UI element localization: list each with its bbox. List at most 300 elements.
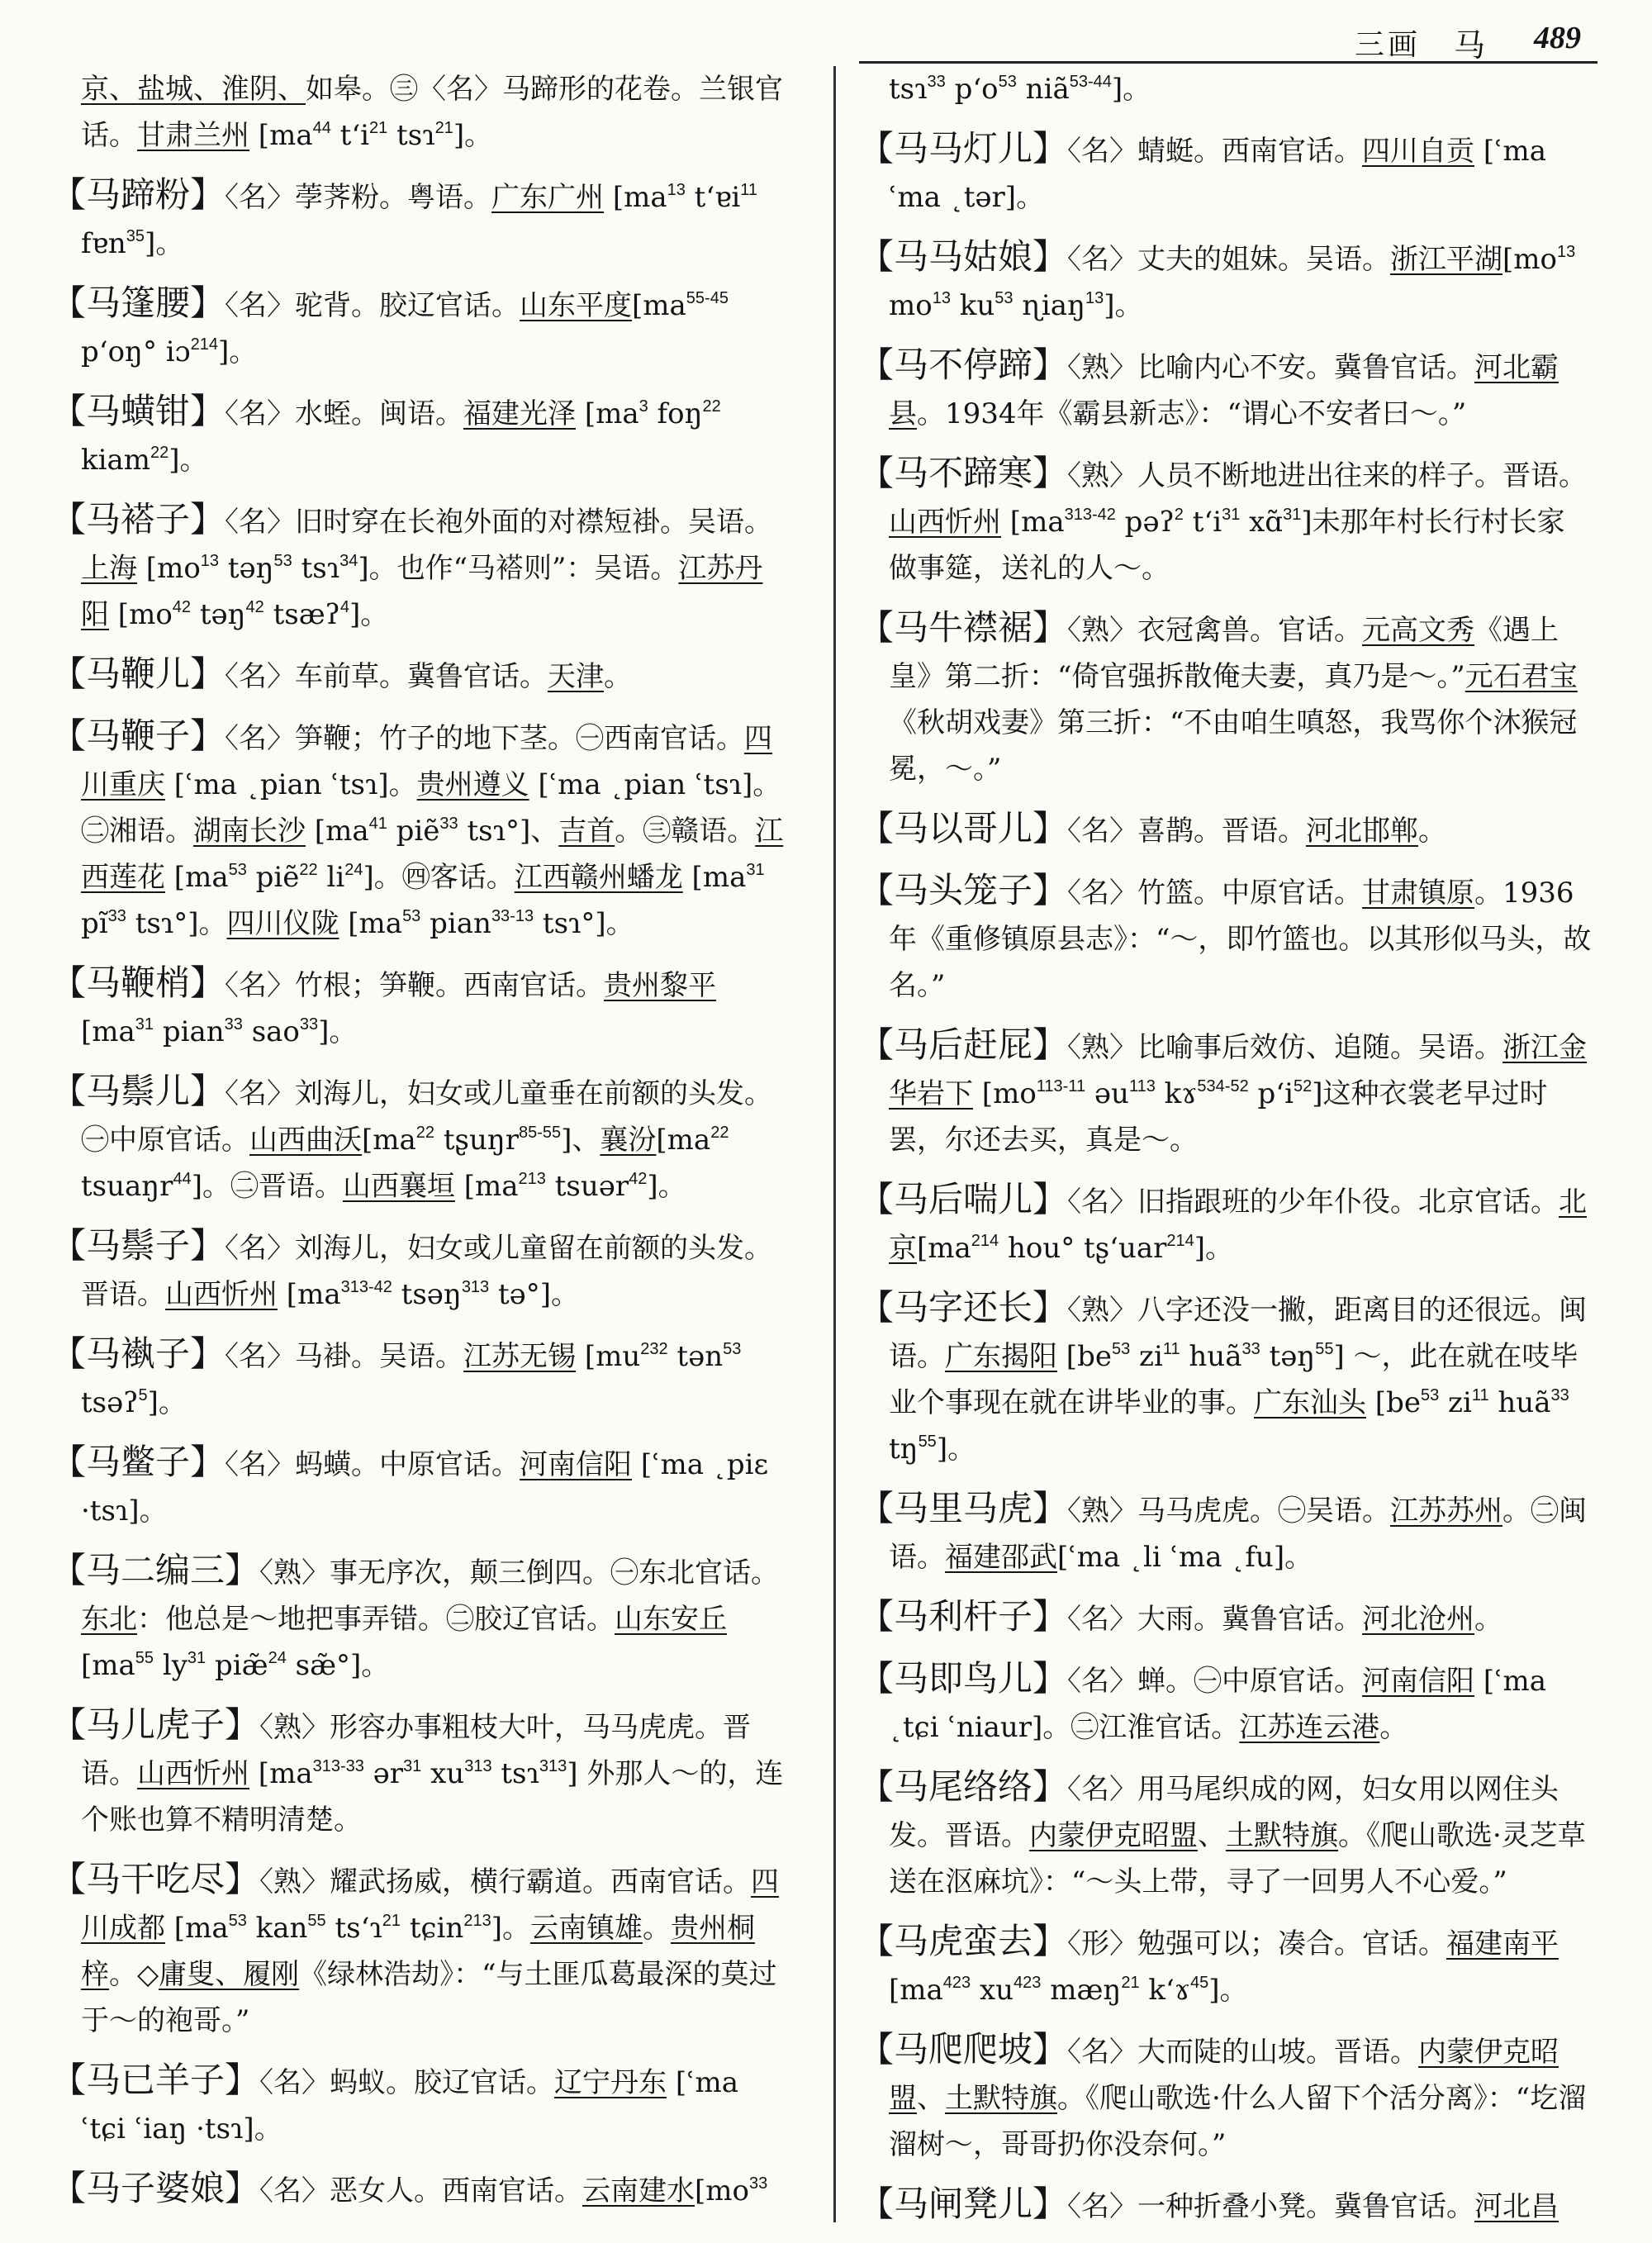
entry-text: 。 bbox=[1418, 815, 1447, 848]
entry-text: [mo bbox=[973, 1077, 1037, 1110]
tone-number: 53-44 bbox=[1069, 73, 1112, 91]
entry-text: ]。 bbox=[491, 1912, 530, 1945]
place-name: 江苏无锡 bbox=[463, 1340, 577, 1373]
entry-text: t‘i bbox=[330, 119, 369, 152]
dictionary-entry bbox=[859, 867, 1593, 1009]
dictionary-entry bbox=[859, 1022, 1593, 1163]
entry-text: [ʿma ˛pian ʿtsɿ]。㊁湘语。 bbox=[81, 768, 781, 848]
tone-number: 11 bbox=[1162, 1340, 1180, 1358]
place-name: 浙江金华岩下 bbox=[889, 1031, 1588, 1110]
entry-text: ]。 bbox=[218, 335, 258, 368]
entry-headword: 【马马灯儿】 bbox=[859, 128, 1068, 169]
tone-number: 33 bbox=[927, 73, 946, 91]
place-name: 云南建水 bbox=[582, 2174, 695, 2207]
dictionary-entry bbox=[51, 497, 785, 638]
entry-headword: 【马儿虎子】 bbox=[51, 1704, 260, 1745]
entry-text: [ma bbox=[249, 1757, 313, 1790]
tone-number: 313-33 bbox=[312, 1757, 364, 1775]
place-name: 江西莲花 bbox=[81, 815, 784, 894]
entry-text: xu bbox=[971, 1974, 1014, 2007]
entry-text: 〈名〉竹根；笋鞭。西南官话。 bbox=[225, 969, 605, 1002]
entry-text: zi bbox=[1439, 1386, 1472, 1419]
place-name: 庸叟、履刚 bbox=[159, 1958, 300, 1991]
tone-number: 44 bbox=[312, 119, 331, 137]
entry-text: ]。也作“马褡则”：吴语。 bbox=[358, 552, 679, 585]
entry-text: [ma bbox=[278, 1278, 341, 1311]
entry-text: 。㊂赣语。 bbox=[615, 815, 756, 848]
entry-text: tʂuŋr bbox=[434, 1124, 519, 1157]
entry-text: 〈熟〉人员不断地进出往来的样子。晋语。 bbox=[1067, 459, 1588, 492]
dictionary-entry bbox=[859, 1764, 1593, 1905]
entry-text: [ma bbox=[917, 1232, 971, 1265]
tone-number: 33 bbox=[439, 815, 458, 833]
dictionary-entry bbox=[859, 234, 1593, 329]
entry-text: 。◇ bbox=[109, 1958, 159, 1991]
entry-text: foŋ bbox=[648, 397, 703, 430]
tone-number: 53 bbox=[1111, 1340, 1131, 1358]
entry-text: tsɿ bbox=[292, 552, 340, 585]
place-name: 四川自贡 bbox=[1362, 135, 1475, 168]
tone-number: 22 bbox=[710, 1124, 729, 1142]
entry-headword: 【马里马虎】 bbox=[859, 1488, 1068, 1528]
entry-text: 〈熟〉衣冠禽兽。官话。 bbox=[1067, 614, 1363, 647]
entry-headword: 【马鬃子】 bbox=[51, 1225, 225, 1266]
tone-number: 24 bbox=[268, 1649, 287, 1667]
tone-number: 13 bbox=[200, 552, 220, 570]
tone-number: 53 bbox=[273, 552, 292, 570]
tone-number: 53 bbox=[1420, 1386, 1440, 1404]
entry-text: [mo bbox=[1502, 243, 1557, 276]
entry-text: 〈名〉蚂蟥。中原官话。 bbox=[225, 1448, 520, 1481]
place-name: 山东平度 bbox=[520, 289, 633, 322]
entry-headword: 【马后赶屁】 bbox=[859, 1024, 1068, 1065]
dictionary-entry bbox=[51, 713, 785, 947]
entry-text: [ma bbox=[165, 861, 229, 894]
entry-headword: 【马头笼子】 bbox=[859, 870, 1068, 910]
entry-text: 〈熟〉马马虎虎。㊀吴语。 bbox=[1067, 1495, 1391, 1528]
entry-text: 〈名〉丈夫的姐妹。吴语。 bbox=[1067, 243, 1391, 276]
place-name: 山东安丘 bbox=[615, 1603, 727, 1636]
tone-number: 33 bbox=[749, 2174, 768, 2193]
tone-number: 11 bbox=[740, 181, 758, 199]
tone-number: 42 bbox=[629, 1170, 648, 1188]
entry-text: hou° tʂ‘uar bbox=[999, 1232, 1167, 1265]
entry-text: ]、 bbox=[561, 1124, 601, 1157]
entry-text: huã bbox=[1488, 1386, 1551, 1419]
tone-number: 31 bbox=[746, 861, 765, 879]
entry-text: sæ̃°]。 bbox=[286, 1649, 390, 1682]
entry-headword: 【马牛襟裾】 bbox=[859, 607, 1068, 648]
tone-number: 55 bbox=[135, 1649, 154, 1667]
dictionary-entry bbox=[859, 450, 1593, 592]
place-name: 山西襄垣 bbox=[342, 1170, 455, 1203]
entry-text: t‘ɐi bbox=[685, 181, 741, 214]
dictionary-entry bbox=[51, 1702, 785, 1843]
dictionary-entry bbox=[859, 2027, 1593, 2168]
entry-text: 〈名〉荸荠粉。粤语。 bbox=[225, 181, 492, 214]
tone-number: 21 bbox=[434, 119, 453, 137]
place-name: 江苏连云港 bbox=[1239, 1711, 1380, 1744]
tone-number: 534-52 bbox=[1197, 1077, 1249, 1095]
entry-text: [ʿma ʿtɕi ʿiaŋ ·tsɿ]。 bbox=[81, 2066, 739, 2146]
dictionary-entry bbox=[51, 1068, 785, 1209]
entry-headword: 【马鬃儿】 bbox=[51, 1071, 225, 1111]
place-name: 河北霸县 bbox=[889, 351, 1559, 430]
tone-number: 21 bbox=[1121, 1974, 1140, 1992]
entry-text: [ma bbox=[1001, 506, 1065, 539]
entry-text: ]。 bbox=[145, 227, 184, 260]
entry-text: ]这种衣裳老早过时罢，尔还去买，真是～。 bbox=[889, 1077, 1548, 1157]
entry-text: 、 bbox=[1198, 1819, 1226, 1852]
entry-text: 〈名〉水蛭。闽语。 bbox=[225, 397, 464, 430]
tone-number: 13 bbox=[1085, 289, 1104, 307]
entry-headword: 【马鞭子】 bbox=[51, 715, 225, 756]
entry-text: ɳiaŋ bbox=[1013, 289, 1085, 322]
entry-text: ku bbox=[950, 289, 995, 322]
dictionary-entry bbox=[859, 1285, 1593, 1472]
dictionary-entry bbox=[51, 960, 785, 1055]
tone-number: 31 bbox=[1222, 506, 1241, 524]
tone-number: 423 bbox=[942, 1974, 971, 1992]
place-name: 江苏苏州 bbox=[1390, 1495, 1503, 1528]
dictionary-entry bbox=[51, 2057, 785, 2152]
entry-text: 〈名〉大雨。冀鲁官话。 bbox=[1067, 1603, 1363, 1636]
entry-text: li bbox=[317, 861, 345, 894]
place-name: 云南镇雄 bbox=[529, 1912, 643, 1945]
entry-headword: 【马干吃尽】 bbox=[51, 1859, 260, 1899]
tone-number: 22 bbox=[150, 444, 169, 462]
entry-headword: 【马利杆子】 bbox=[859, 1596, 1068, 1637]
entry-headword: 【马虎蛮去】 bbox=[859, 1921, 1068, 1961]
tone-number: 53 bbox=[995, 289, 1014, 307]
tone-number: 214 bbox=[971, 1232, 999, 1250]
place-name: 河北邯郸 bbox=[1306, 815, 1419, 848]
place-name: 元高文秀 bbox=[1362, 614, 1475, 647]
place-name: 甘肃镇原 bbox=[1362, 877, 1475, 910]
dictionary-entry bbox=[51, 1331, 785, 1426]
place-name: 内蒙伊克昭盟 bbox=[889, 2036, 1559, 2115]
entry-text: 〈名〉马褂。吴语。 bbox=[225, 1340, 464, 1373]
place-name: 上海 bbox=[81, 552, 137, 585]
place-name: 东北 bbox=[81, 1603, 137, 1636]
dictionary-entry bbox=[51, 388, 785, 483]
place-name: 京、盐城、淮阴、 bbox=[81, 73, 306, 106]
entry-text: tɕin bbox=[401, 1912, 464, 1945]
entry-text: 《绿林浩劫》：“与土匪瓜葛最深的莫过于～的袍哥。” bbox=[81, 1958, 777, 2037]
tone-number: 313-42 bbox=[1064, 506, 1116, 524]
entry-text: ] 外那人～的，连个账也算不精明清楚。 bbox=[81, 1757, 784, 1837]
entry-text: [be bbox=[1057, 1340, 1112, 1373]
tone-number: 22 bbox=[702, 397, 721, 416]
tone-number: 53 bbox=[998, 73, 1017, 91]
entry-text: pəʔ bbox=[1115, 506, 1175, 539]
place-name: 元石君宝 bbox=[1464, 660, 1578, 693]
place-name: 江苏丹阳 bbox=[81, 552, 763, 631]
entry-text: 〈名〉恶女人。西南官话。 bbox=[259, 2174, 583, 2207]
entry-text: tsɿ bbox=[491, 1757, 539, 1790]
entry-headword: 【马字还长】 bbox=[859, 1287, 1068, 1328]
dictionary-entry bbox=[51, 1856, 785, 2044]
dictionary-entry bbox=[859, 126, 1593, 221]
entry-text: ]未那年村长行村长家做事筵，送礼的人～。 bbox=[889, 506, 1565, 585]
place-name: 贵州遵义 bbox=[416, 768, 529, 801]
entry-text: ]。 bbox=[169, 444, 208, 477]
entry-text: təŋ bbox=[1260, 1340, 1316, 1373]
tone-number: 41 bbox=[368, 815, 387, 833]
entry-text: ]。 bbox=[318, 1015, 358, 1048]
entry-text: pian bbox=[420, 907, 491, 940]
tone-number: 13 bbox=[932, 289, 951, 307]
entry-text: ]。 bbox=[936, 1433, 976, 1466]
tone-number: 55 bbox=[918, 1433, 937, 1451]
dictionary-entry bbox=[859, 1594, 1593, 1642]
tone-number: 53 bbox=[228, 861, 247, 879]
entry-text: 〈熟〉形容办事粗枝大叶，马马虎虎。晋语。 bbox=[81, 1711, 752, 1790]
entry-text: tsɿ bbox=[889, 73, 928, 106]
entry-text: [ma bbox=[249, 119, 313, 152]
entry-headword: 【马蹄粉】 bbox=[51, 174, 225, 215]
entry-headword: 【马尾络络】 bbox=[859, 1766, 1068, 1807]
tone-number: 42 bbox=[172, 598, 192, 616]
place-name: 广东广州 bbox=[491, 181, 605, 214]
tone-number: 4 bbox=[339, 598, 350, 616]
dictionary-entry bbox=[859, 605, 1593, 792]
entry-headword: 【马鞭儿】 bbox=[51, 653, 225, 694]
dictionary-entry bbox=[51, 651, 785, 700]
entry-text: 《遇上皇》第二折：“倚官强拆散俺夫妻，真乃是～。” bbox=[889, 614, 1559, 693]
entry-text: ər bbox=[363, 1757, 404, 1790]
entry-text: ]。㊃客话。 bbox=[363, 861, 515, 894]
entry-text: [ma bbox=[81, 1649, 135, 1682]
entry-text: 。1934年《霸县新志》：“谓心不安者曰～。” bbox=[917, 397, 1467, 430]
place-name: 河北沧州 bbox=[1362, 1603, 1475, 1636]
place-name: 福建光泽 bbox=[463, 397, 577, 430]
entry-text: tsuər bbox=[545, 1170, 629, 1203]
place-name: 山西忻州 bbox=[137, 1757, 249, 1790]
entry-text: zi bbox=[1130, 1340, 1163, 1373]
tone-number: 52 bbox=[1293, 1077, 1313, 1095]
entry-text: pĩ bbox=[81, 907, 108, 940]
entry-text: [ma bbox=[656, 1124, 711, 1157]
entry-text: [ma bbox=[454, 1170, 519, 1203]
tone-number: 45 bbox=[1189, 1974, 1209, 1992]
entry-text: tsəŋ bbox=[392, 1278, 462, 1311]
entry-text: ts‘ɿ bbox=[325, 1912, 382, 1945]
tone-number: 22 bbox=[299, 861, 318, 879]
dictionary-entry bbox=[859, 342, 1593, 437]
tone-number: 5 bbox=[138, 1386, 148, 1404]
place-name: 广东汕头 bbox=[1254, 1386, 1366, 1419]
tone-number: 33 bbox=[224, 1015, 243, 1034]
entry-text: 〈熟〉比喻内心不安。冀鲁官话。 bbox=[1067, 351, 1475, 384]
place-name: 土默特旗 bbox=[945, 2082, 1057, 2115]
entry-text: 。 bbox=[604, 660, 633, 693]
entry-headword: 【马马姑娘】 bbox=[859, 236, 1068, 277]
dictionary-entry bbox=[51, 2165, 785, 2214]
tone-number: 31 bbox=[403, 1757, 422, 1775]
entry-headword: 【马篷腰】 bbox=[51, 283, 225, 323]
entry-text: piæ̃ bbox=[206, 1649, 268, 1682]
entry-headword: 【马褹子】 bbox=[51, 1333, 225, 1374]
tone-number: 33 bbox=[1550, 1386, 1569, 1404]
place-name: 河南信阳 bbox=[1362, 1665, 1475, 1698]
entry-text: əu bbox=[1085, 1077, 1129, 1110]
head-character: 马 bbox=[1454, 27, 1486, 64]
entry-text: ] ～，此在就在吱毕业个事现在就在讲毕业的事。 bbox=[889, 1340, 1578, 1419]
tone-number: 42 bbox=[245, 598, 264, 616]
entry-text: 〈熟〉事无序次，颠三倒四。㊀东北官话。 bbox=[259, 1556, 780, 1590]
tone-number: 44 bbox=[173, 1170, 192, 1188]
entry-text: tsəʔ bbox=[81, 1386, 139, 1419]
entry-text: 、 bbox=[917, 2082, 945, 2115]
place-name: 四川仪陇 bbox=[226, 907, 339, 940]
tone-number: 55-45 bbox=[686, 289, 729, 307]
dictionary-entry bbox=[51, 1547, 785, 1689]
entry-text: 。㊁闽语。 bbox=[889, 1495, 1588, 1574]
tone-number: 3 bbox=[638, 397, 648, 416]
tone-number: 213 bbox=[518, 1170, 546, 1188]
place-name: 湖南长沙 bbox=[193, 815, 306, 848]
entry-text: [mu bbox=[576, 1340, 641, 1373]
place-name: 河北昌 bbox=[1474, 2190, 1559, 2223]
entry-text: ]。 bbox=[1104, 289, 1143, 322]
entry-headword: 【马已羊子】 bbox=[51, 2060, 260, 2100]
entry-text: 〈名〉喜鹊。晋语。 bbox=[1067, 815, 1307, 848]
tone-number: 21 bbox=[369, 119, 388, 137]
place-name: 贵州桐梓 bbox=[81, 1912, 755, 1991]
left-column bbox=[51, 66, 785, 2227]
entry-text: tə°]。 bbox=[489, 1278, 580, 1311]
dictionary-entry bbox=[51, 66, 785, 159]
place-name: 山西忻州 bbox=[889, 506, 1001, 539]
place-name: 贵州黎平 bbox=[604, 969, 717, 1002]
tone-number: 22 bbox=[415, 1124, 435, 1142]
tone-number: 113 bbox=[1128, 1077, 1156, 1095]
entry-headword: 【马后喘儿】 bbox=[859, 1179, 1068, 1219]
entry-text: p‘o bbox=[945, 73, 999, 106]
entry-text: tsɿ°]。 bbox=[534, 907, 634, 940]
entry-text: piẽ bbox=[246, 861, 300, 894]
entry-text: 〈名〉用马尾织成的网，妇女用以网住头发。晋语。 bbox=[889, 1773, 1559, 1852]
tone-number: 53 bbox=[228, 1912, 247, 1930]
entry-text: ：他总是～地把事弄错。㊁胶辽官话。 bbox=[137, 1603, 615, 1636]
place-name: 山西忻州 bbox=[165, 1278, 278, 1311]
dictionary-entry bbox=[859, 805, 1593, 854]
entry-text: kiam bbox=[81, 444, 150, 477]
tone-number: 313 bbox=[464, 1757, 492, 1775]
entry-text: [ʿma ʿma ˛tər]。 bbox=[889, 135, 1547, 214]
place-name: 河南信阳 bbox=[520, 1448, 633, 1481]
dictionary-entry bbox=[859, 1176, 1593, 1271]
entry-text: ]。 bbox=[147, 1386, 187, 1419]
entry-headword: 【马闸凳儿】 bbox=[859, 2184, 1068, 2224]
entry-text: tŋ bbox=[889, 1433, 919, 1466]
entry-text: ]。 bbox=[1208, 1974, 1248, 2007]
tone-number: 313-42 bbox=[340, 1278, 392, 1296]
tone-number: 31 bbox=[187, 1649, 206, 1667]
entry-headword: 【马以哥儿】 bbox=[859, 808, 1068, 848]
entry-text: [ma bbox=[576, 397, 639, 430]
dictionary-entry bbox=[859, 66, 1593, 112]
entry-text: ]。 bbox=[1194, 1232, 1234, 1265]
place-name: 江西赣州蟠龙 bbox=[514, 861, 683, 894]
place-name: 四川成都 bbox=[81, 1865, 780, 1945]
entry-text: 。 bbox=[1379, 1711, 1408, 1744]
entry-text: 〈名〉蝉。㊀中原官话。 bbox=[1067, 1665, 1363, 1698]
place-name: 内蒙伊克昭盟 bbox=[1029, 1819, 1198, 1852]
tone-number: 21 bbox=[382, 1912, 401, 1930]
place-name: 浙江平湖 bbox=[1390, 243, 1503, 276]
entry-text: p‘i bbox=[1248, 1077, 1294, 1110]
entry-text: 〈熟〉耀武扬威，横行霸道。西南官话。 bbox=[259, 1865, 752, 1898]
entry-text: 〈名〉竹篮。中原官话。 bbox=[1067, 877, 1363, 910]
entry-text: huã bbox=[1180, 1340, 1242, 1373]
place-name: 广东揭阳 bbox=[945, 1340, 1057, 1373]
tone-number: 214 bbox=[1166, 1232, 1194, 1250]
place-name: 吉首 bbox=[558, 815, 615, 848]
entry-headword: 【马不停蹄】 bbox=[859, 345, 1068, 385]
entry-text: 。1936年《重修镇原县志》：“～，即竹篮也。以其形似马头，故名。” bbox=[889, 877, 1592, 1002]
entry-text: [mo bbox=[109, 598, 173, 631]
entry-text: t‘i bbox=[1183, 506, 1222, 539]
entry-text: [be bbox=[1366, 1386, 1421, 1419]
dictionary-entry bbox=[859, 1918, 1593, 2013]
entry-text: ]。 bbox=[1111, 73, 1151, 106]
entry-text: [ma bbox=[165, 1912, 229, 1945]
entry-text: fɐn bbox=[81, 227, 126, 260]
entry-text: xu bbox=[421, 1757, 465, 1790]
tone-number: 35 bbox=[126, 227, 145, 245]
entry-text: tsɿ°]。 bbox=[126, 907, 227, 940]
tone-number: 113-11 bbox=[1036, 1077, 1086, 1095]
entry-text: xɑ̃ bbox=[1240, 506, 1284, 539]
tone-number: 85-55 bbox=[519, 1124, 562, 1142]
entry-text: 。 bbox=[1474, 1603, 1503, 1636]
dictionary-entry bbox=[51, 1439, 785, 1534]
place-name: 天津 bbox=[548, 660, 605, 693]
entry-headword: 【马褡子】 bbox=[51, 499, 225, 539]
entry-text: 〈名〉驼背。胶辽官话。 bbox=[225, 289, 520, 322]
entry-text: 〈名〉车前草。冀鲁官话。 bbox=[225, 660, 548, 693]
entry-text: piẽ bbox=[387, 815, 440, 848]
place-name: 福建南平 bbox=[1446, 1927, 1559, 1960]
dictionary-entry bbox=[51, 1223, 785, 1318]
entry-text: [ʿma ˛piɛ ·tsɿ]。 bbox=[81, 1448, 769, 1528]
tone-number: 53 bbox=[723, 1340, 742, 1358]
entry-text: ly bbox=[154, 1649, 188, 1682]
entry-text: sao bbox=[242, 1015, 300, 1048]
entry-text: 〈名〉刘海儿，妇女或儿童留在前额的头发。晋语。 bbox=[81, 1232, 773, 1311]
entry-text: 〈名〉旧时穿在长袍外面的对襟短褂。吴语。 bbox=[225, 506, 773, 539]
place-name: 四川重庆 bbox=[81, 722, 773, 801]
entry-text: 〈形〉勉强可以；凑合。官话。 bbox=[1067, 1927, 1447, 1960]
tone-number: 11 bbox=[1471, 1386, 1489, 1404]
place-name: 辽宁丹东 bbox=[554, 2066, 667, 2099]
entry-headword: 【马子婆娘】 bbox=[51, 2168, 260, 2208]
place-name: 土默特旗 bbox=[1226, 1819, 1338, 1852]
entry-text: mo bbox=[889, 289, 933, 322]
entry-text: ]。㊁晋语。 bbox=[191, 1170, 343, 1203]
entry-text: 〈名〉蜻蜓。西南官话。 bbox=[1067, 135, 1363, 168]
entry-text: kɤ bbox=[1155, 1077, 1198, 1110]
dictionary-entry bbox=[51, 172, 785, 267]
entry-text: [ma bbox=[81, 1015, 135, 1048]
entry-text: 〈名〉大而陡的山坡。晋语。 bbox=[1067, 2036, 1419, 2069]
tone-number: 33-13 bbox=[491, 907, 534, 925]
dictionary-entry bbox=[859, 2181, 1593, 2230]
tone-number: 31 bbox=[1283, 506, 1302, 524]
entry-text: [mo bbox=[695, 2174, 749, 2207]
